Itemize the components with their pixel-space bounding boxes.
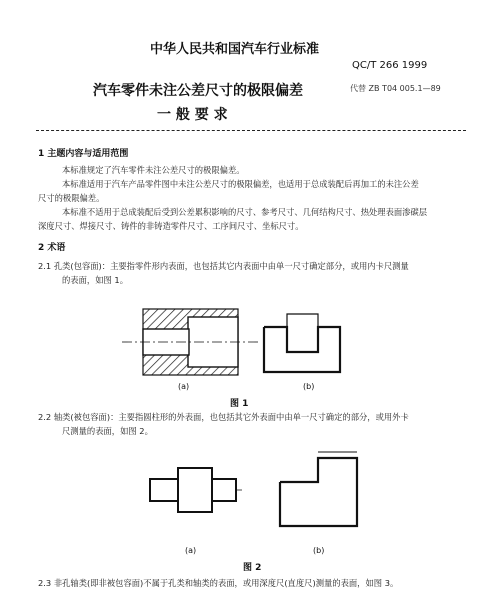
term-2-3	[38, 576, 398, 590]
figure-1-caption: 图 1	[230, 399, 249, 409]
paragraph-line: 尺寸的极限偏差。	[38, 193, 105, 203]
replaces-standard: 代替 ZB T04 005.1—89	[350, 84, 441, 93]
section-2-heading: 2 术语	[38, 243, 66, 253]
standard-code: QC/T 266 1999	[352, 60, 428, 71]
paragraph-line: 的表面，如图 1。	[62, 275, 128, 285]
term-2-2	[38, 410, 409, 438]
document-title: 汽车零件未注公差尺寸的极限偏差	[93, 83, 303, 99]
paragraph-line: 本标准不适用于总成装配后受到公差累积影响的尺寸、参考尺寸、几何结构尺寸、热处理表面渗碳层	[62, 207, 428, 217]
standard-org-heading: 中华人民共和国汽车行业标准	[150, 42, 320, 57]
figure-2-b-label: (b)	[313, 546, 325, 555]
document-subtitle: 一 般 要 求	[157, 107, 228, 123]
slot-profile	[264, 327, 340, 372]
section-1-heading: 1 主题内容与适用范围	[38, 149, 129, 159]
figure-1-b-label: (b)	[303, 382, 315, 391]
paragraph-line: 2.2 轴类(被包容面)：主要指圆柱形的外表面，也包括其它外表面中由单一尺寸确定的部分，或用外卡	[38, 412, 409, 422]
figure-2-caption: 图 2	[243, 563, 262, 573]
figure-1-a-label: (a)	[178, 382, 190, 391]
shaft-small-step	[150, 479, 178, 501]
slot-dimension-mark	[287, 314, 318, 327]
paragraph-line: 本标准适用于汽车产品零件图中未注公差尺寸的极限偏差，也适用于总成装配后再加工的未注公差	[62, 179, 419, 189]
paragraph-line: 2.3 非孔轴类(即非被包容面)不属于孔类和轴类的表面，或用深度尺(直度尺)测量的表面，如图 3。	[38, 578, 399, 588]
paragraph-line: 2.1 孔类(包容面)：主要指零件形内表面，也包括其它内表面中由单一尺寸确定部分，或用内卡尺测量	[38, 261, 409, 271]
figure-2-a-label: (a)	[185, 546, 197, 555]
paragraph-line: 深度尺寸、焊接尺寸、铸件的非铸造零件尺寸、工序间尺寸、坐标尺寸。	[38, 221, 304, 231]
shaft-large-step	[178, 468, 212, 512]
stepped-block-profile	[280, 458, 357, 526]
shaft-end-step	[212, 479, 236, 501]
paragraph-line: 尺测量的表面，如图 2。	[62, 426, 153, 436]
paragraph-line: 本标准规定了汽车零件未注公差尺寸的极限偏差。	[62, 165, 245, 175]
